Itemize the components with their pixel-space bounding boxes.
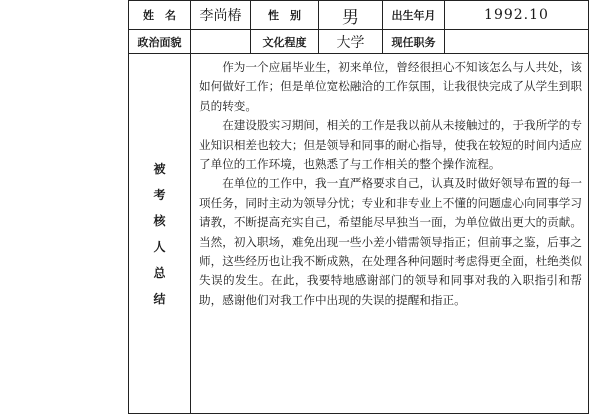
birth-label: 出生年月 (383, 1, 445, 30)
form-table (128, 0, 589, 414)
political-label: 政治面貌 (129, 30, 191, 54)
name-label: 姓 名 (129, 1, 191, 30)
position-value (445, 30, 589, 54)
paragraph: 作为一个应届毕业生，初来单位，曾经很担心不知该怎么与人共处，该如何做好工作；但是单位宽松融洽的工作氛围，让我很快完成了从学生到职员的转变。 (199, 60, 582, 113)
side-char: 结 (153, 291, 166, 306)
side-char: 考 (153, 187, 166, 202)
summary-content (191, 54, 589, 414)
education-label: 文化程度 (251, 30, 319, 54)
row-basic-info (129, 1, 589, 30)
gender-label: 性 别 (251, 1, 319, 30)
gender-value: 男 (319, 1, 383, 30)
paragraph: 在单位的工作中，我一直严格要求自己，认真及时做好领导布置的每一项任务，同时主动为领导分忧；专业和非专业上不懂的问题虚心向同事学习请教，不断提高充实自己，希望能尽早独当一面，为单位做出更大的贡献。当然，初入职场，难免出现一些小差小错需领导指正；但前事之鉴，后事之师，这些经历也让我不断成熟，在处理各种问题时考虑得更全面，杜绝类似失误的发生。在此，我要特地感谢部门的领导和同事对我的入职指引和帮助，感谢他们对我工作中出现的失误的提醒和指正。 (199, 176, 582, 307)
political-value (191, 30, 251, 54)
side-label (129, 54, 191, 414)
side-char: 总 (153, 265, 166, 280)
row-extra-info (129, 30, 589, 54)
position-label: 现任职务 (383, 30, 445, 54)
education-value: 大学 (319, 30, 383, 54)
paragraph: 在建设股实习期间，相关的工作是我以前从未接触过的，于我所学的专业知识相差也较大；但是领导和同事的耐心指导，使我在较短的时间内适应了单位的工作环境，也熟悉了与工作相关的整个操作流程。 (199, 118, 582, 172)
side-char: 核 (153, 213, 166, 228)
side-char: 被 (153, 161, 166, 176)
side-char: 人 (153, 239, 166, 254)
birth-value: 1992.10 (445, 1, 589, 30)
row-summary (129, 54, 589, 414)
name-value: 李尚椿 (191, 1, 251, 30)
